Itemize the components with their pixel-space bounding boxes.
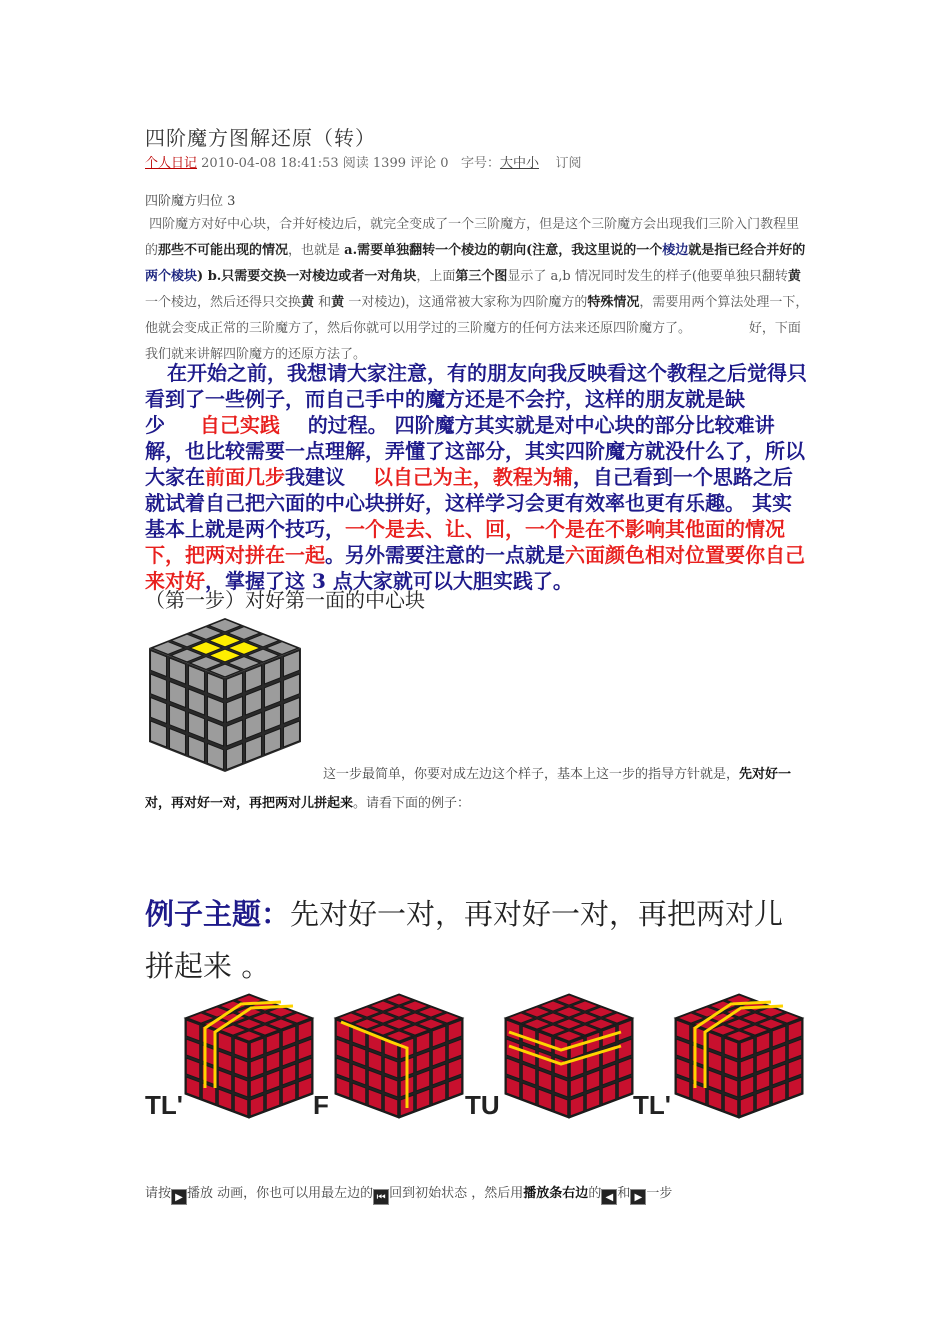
- play-button-icon[interactable]: ▶: [171, 1189, 187, 1205]
- font-size-links[interactable]: 大中小: [499, 156, 539, 171]
- cube-step-1: [181, 992, 317, 1120]
- section-subtitle: 四阶魔方归位 3: [145, 194, 236, 209]
- example-heading: 例子主题：先对好一对，再对好一对，再把两对儿拼起来 。: [145, 897, 784, 983]
- move-label-4: TL': [633, 1090, 671, 1120]
- step-heading: （第一步）对好第一面的中心块: [145, 588, 425, 612]
- cube-step-4: [671, 992, 807, 1120]
- step-back-icon[interactable]: ◀: [601, 1189, 617, 1205]
- move-label-1: TL': [145, 1090, 183, 1120]
- page-title: 四阶魔方图解还原（转）: [145, 126, 376, 150]
- cube-step-3: [501, 992, 637, 1120]
- move-label-3: TU: [465, 1090, 500, 1120]
- grey-cube-image: [145, 614, 305, 774]
- font-size-label: 字号：: [460, 156, 500, 171]
- meta-line: [145, 152, 582, 171]
- cube-step-2: [331, 992, 467, 1120]
- rewind-to-start-icon[interactable]: ⏮: [373, 1189, 389, 1205]
- advice-paragraph: 在开始之前，我想请大家注意，有的朋友向我反映看这个教程之后觉得只看到了一些例子，而自己手中的魔方还是不会拧，这样的朋友就是缺少 自己实践 的过程。 四阶魔方其实就是对中心块的部分比较难讲解，也比较需要一点理解，弄懂了这部分，其实四阶魔方就没什么了，所以大家在前面几步我建议 以自己为主，教程为辅，自己看到一个思路之后就试着自己把六面的中心块拼好，这样学习会更有效率也更有乐趣。 其实基本上就是两个技巧，一个是去、让、回，一个是在不影响其他面的情况下，把两对拼在一起。另外需要注意的一点就是六面颜色相对位置要你自己来对好，掌握了这 3 点大家就可以大胆实践了。: [145, 361, 807, 593]
- subscribe-link[interactable]: 订阅: [555, 156, 582, 171]
- category-link[interactable]: 个人日记: [145, 156, 198, 171]
- intro-paragraph: 四阶魔方对好中心块，合并好棱边后，就完全变成了一个三阶魔方，但是这个三阶魔方会出现我们三阶入门教程里的那些不可能出现的情况，也就是 a.需要单独翻转一个棱边的朝向(注意，我这里说的一个棱边就是指已经合并好的两个棱块) b.只需要交换一对棱边或者一对角块，上面第三个图显示了 a,b 情况同时发生的样子(他要单独只翻转黄 一个棱边，然后还得只交换黄 和黄 一对棱边)，这通常被大家称为四阶魔方的特殊情况，需要用两个算法处理一下，他就会变成正常的三阶魔方了，然后你就可以用学过的三阶魔方的任何方法来还原四阶魔方了。 好，下面我们就来讲解四阶魔方的还原方法了。: [145, 217, 809, 362]
- post-datetime: 2010-04-08 18:41:53: [201, 156, 339, 171]
- comment-count: 评论 0: [410, 156, 449, 171]
- move-label-2: F: [313, 1090, 329, 1120]
- step-note: 这一步最简单，你要对成左边这个样子，基本上这一步的指导方针就是，先对好一对，再对好一对，再把两对儿拼起来。请看下面的例子：: [145, 767, 792, 811]
- step-forward-icon[interactable]: ▶: [630, 1189, 646, 1205]
- read-count: 阅读 1399: [342, 156, 406, 171]
- playback-instructions: 请按 ▶ 播放 动画，你也可以用最左边的 ⏮ 回到初始状态 ，然后用播放条右边的 ◀ 和 ▶ 一步: [145, 1186, 673, 1203]
